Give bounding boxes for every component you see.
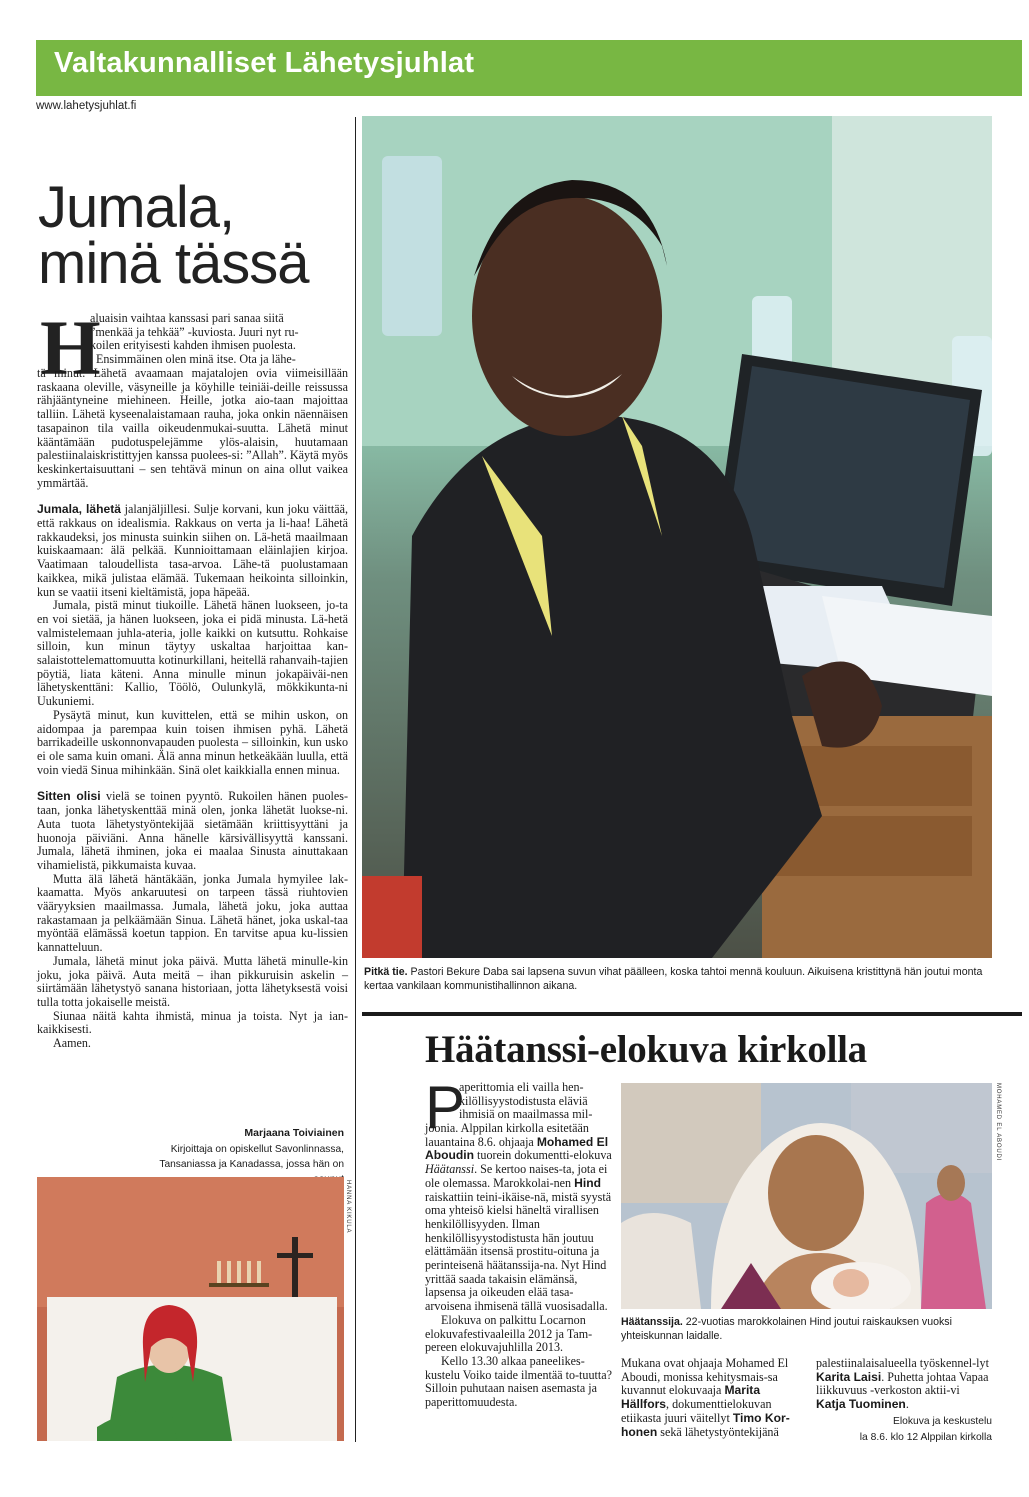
author-photo-credit: HANNA KIKULA bbox=[345, 1180, 351, 1234]
drop-cap: H bbox=[40, 304, 101, 391]
main-photo bbox=[362, 116, 992, 958]
paragraph: Jumala, pistä minut tiukoille. Lähetä hänen luokseen, jo-ta en voi sietää, ja hänen luokseen, joka ei pidä minusta. Lä-hetä valmistelemaan juhla-ateria, jolle kaikki on kutsuttu. Rohkaise silloin, kun minun täytyy uskaltaa harjoittaa kan-salaistottelemattomuutta kotinurkillani, heitellä rahanvaih-tajien pöytiä, liata käteni. Anna minulle minun jokapäiväi-nen lähetyskenttäni: Kallio, Töölö, Oulunkylä, mökkikunta-ni Uukuniemi. bbox=[37, 598, 348, 709]
hind-photo-illustration bbox=[621, 1083, 992, 1309]
paragraph: Mutta älä lähetä häntäkään, jonka Jumala hymyilee lak-kaamatta. Myös ankaruutesi on tarpeen tässä riuhtovien vääryyksien maailmassa. Jumala, lähetä joku, joka auttaa rakastamaan ja pelkäämään Sinua. Lähetä hänet, joka uskal-taa myöntää elämässä koetun tappion. En tarvitse apua ku-lissien kannatteluun. bbox=[37, 871, 348, 955]
article2-body bbox=[425, 1122, 613, 1410]
article2-intro: aperittomia eli vailla hen- kilöllisyystodistusta eläviä ihmisiä on maailmassa mil- bbox=[459, 1080, 593, 1122]
website-url[interactable]: www.lahetysjuhlat.fi bbox=[36, 100, 137, 112]
paragraph: palestiinalaisalueella työskennel-lyt Karita Laisi. Puhetta johtaa Vapaa liikkuvuus -verkoston aktii-vi Katja Tuominen. bbox=[816, 1356, 989, 1412]
paragraph: Siunaa näitä kahta ihmistä, minua ja toista. Nyt ja ian-kaikkisesti. bbox=[37, 1008, 348, 1037]
article-headline: Jumala, minä tässä bbox=[38, 175, 309, 296]
article-intro: aluaisin vaihtaa kanssasi pari sanaa siitä ”menkää ja tehkää” -kuviosta. Juuri nyt ru- koilen erityisesti kahden ihmisen puolesta. Ensimmäinen olen minä itse. Ota ja lähe- bbox=[90, 311, 299, 367]
author-bio: Kirjoittaja on opiskellut Savonlinnassa, Tansaniassa ja Kanadassa, jossa hän on bbox=[159, 1144, 344, 1170]
paragraph: Aamen. bbox=[53, 1036, 91, 1051]
article2-column3 bbox=[816, 1357, 992, 1412]
paragraph: tä minut. Lähetä avaamaan majatalojen ovia viimeisillään raskaana oleville, väsyneille ja köyhille teiniäi-deille reissussa rähjääntyneine miehineen. Heille, jotka aio-taan majoittaa talliin. Lähetä kyseenalaistamaan rauha, joka onkin näennäisen tasapainon tila vailla oikeudenmukai-suutta. Lähetä minut kääntämään pudotuspelejämme ylös-alaisin, huutamaan palestiinalaiskristittyjen kanssa puolees-si: ”Allah”. Käytä myös keskinkertaisuuttani – sen tehtävä minun on aina ollut vaikea ymmärtää. bbox=[37, 366, 349, 490]
author-photo bbox=[37, 1177, 344, 1441]
article2-column2 bbox=[621, 1357, 807, 1439]
paragraph: Pysäytä minut, kun kuvittelen, että se mihin uskon, on aidompaa ja parempaa kuin toisen ihmisen pyhä. Lähetä barrikadeille uskonnonvapauden puolesta – silloinkin, kun usko ei ole sama kuin omani. Älä anna minun hetkeäkään luulla, että voin viedä Sinua mihinkään. Sinä olet kaikkialla ennen minua. bbox=[37, 707, 348, 777]
paragraph: Jumala, lähetä jalanjäljillesi. Sulje korvani, kun joku väittää, että rakkaus on idealismia. Rakkaus on verta ja li-haa! Lähetä rakkaudeksi, jos minusta suinkin siihen on. Lä-hetä maailmaan kuiskaamaan: älä pelkää. Kunnioittamaan eläinlajien kirjoa. Vaatimaan taloudellista tasa-arvoa. Lähe-tä puolustamaan kaikkea, mikä julistaa elämää. Tukemaan heikointa silloinkin, kun se vaatii itseni kieltämistä, jopa häpeää. bbox=[37, 502, 348, 599]
main-photo-caption: Pitkä tie. Pastori Bekure Daba sai lapsena suvun vihat päälleen, koska tahtoi mennä kouluun. Aikuisena kristittynä hän joutui monta kertaa vankilaan kommunistihallinnon aikana. bbox=[364, 966, 983, 992]
section-divider bbox=[362, 1012, 1022, 1016]
hind-photo-credit: MOHAMED EL ABOUDI bbox=[995, 1083, 1001, 1162]
hind-photo-caption: Häätanssija. 22-vuotias marokkolainen Hind joutui raiskauksen vuoksi yhteiskunnan laidalle. bbox=[621, 1316, 952, 1342]
paragraph: Kello 13.30 alkaa paneelikes-kustelu Voiko taide ilmentää to-tuutta? Silloin puhutaan naisen asemasta ja paperittomuudesta. bbox=[425, 1353, 612, 1410]
author-name: Marjaana Toiviainen bbox=[244, 1127, 344, 1139]
paragraph: Sitten olisi vielä se toinen pyyntö. Rukoilen hänen puoles-taan, jonka lähetyskenttää minä olen, jonka lähetät luokse-ni. Auta tuota lähetystyöntekijää sietämään kriittisyyttäni ja huonoja päiviäni. Anna hänelle kärsivällisyyttä kanssani. Jumala, lähetä ihminen, joka ei maalaa Sinusta ainuttakaan vihamielistä, pikkumaista kuvaa. bbox=[37, 789, 348, 872]
paragraph: Elokuva on palkittu Locarnon elokuvafestivaaleilla 2012 ja Tam-pereen elokuvajuhlilla 2013. bbox=[425, 1312, 593, 1355]
paragraph: Jumala, lähetä minut joka päivä. Mutta lähetä minulle-kin joku, joka päivä. Auta meitä – ihan pikkuruisin askelin – siirtämään lähetystyö sanana historiaan, jotta lähetyksestä voisi tulla totta jokaiselle meistä. bbox=[37, 953, 348, 1009]
event-info: Elokuva ja keskustelu la 8.6. klo 12 Alppilan kirkolla bbox=[859, 1416, 992, 1443]
paragraph: joonia. Alppilan kirkolla esitetään lauantaina 8.6. ohjaaja Mohamed El Aboudin tuorein dokumentti-elokuva Häätanssi. Se kertoo naises-ta, jota ei ole olemassa. Marokkolai-nen Hind raiskattiin teini-ikäise-nä, mistä syystä oma yhteisö kielsi häneltä virallisen henkilöllisyyden. Ilman henkilöllisyystodistusta hän joutuu elättämään itsensä prostitu-oituna ja perinteisenä häätanssija-na. Nyt Hind yrittää saada takaisin elämänsä, lapsensa ja oikeuden elää tasa-arvoisena ihmisenä tällä vuosisadalla. bbox=[425, 1121, 612, 1314]
article2-headline: Häätanssi-elokuva kirkolla bbox=[425, 1028, 867, 1071]
column-divider bbox=[355, 117, 356, 1442]
hind-photo bbox=[621, 1083, 992, 1309]
author-photo-illustration bbox=[37, 1177, 344, 1441]
article2-drop-cap: P bbox=[425, 1074, 466, 1141]
paragraph: Mukana ovat ohjaaja Mohamed El Aboudi, monissa kehitysmais-sa kuvannut elokuvaaja Marita Hällfors, dokumenttielokuvan etiikasta juuri väitellyt Timo Kor-honen sekä lähetystyöntekijänä bbox=[621, 1356, 790, 1439]
portrait-illustration bbox=[362, 116, 992, 958]
article-body bbox=[37, 367, 348, 1051]
section-title: Valtakunnalliset Lähetysjuhlat bbox=[54, 47, 475, 79]
